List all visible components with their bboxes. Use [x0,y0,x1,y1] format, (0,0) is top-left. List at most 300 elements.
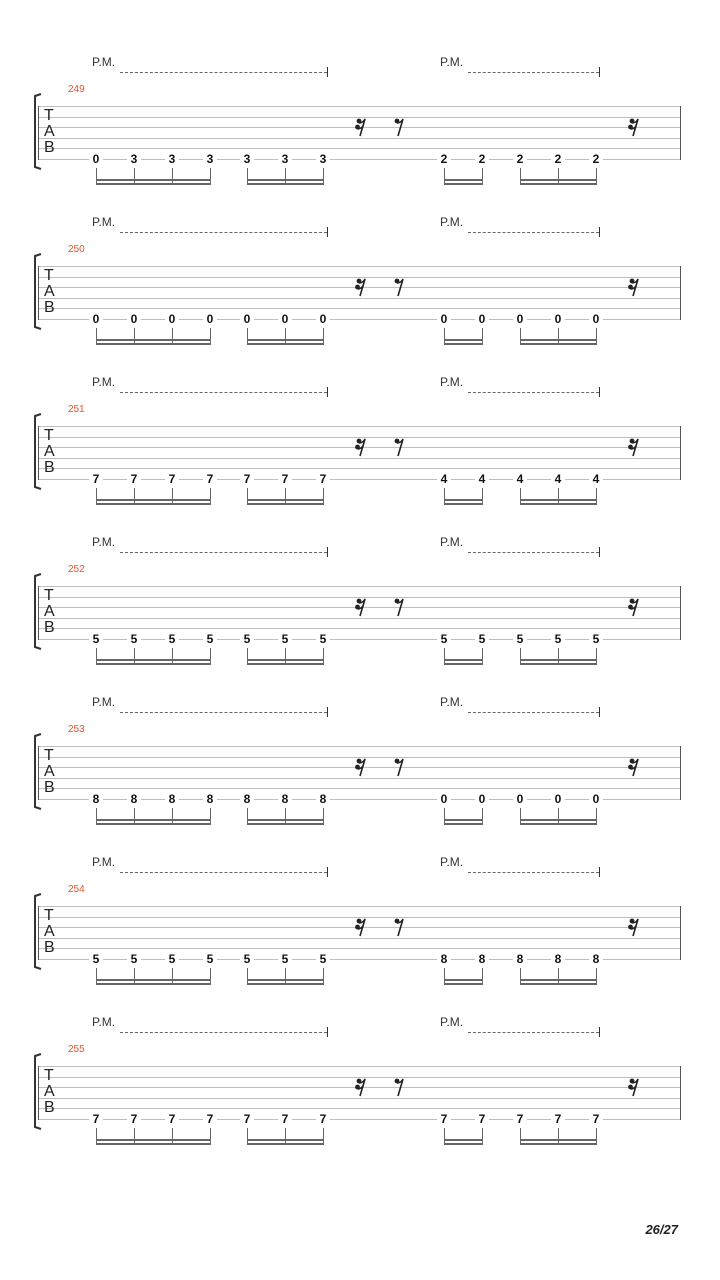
note-stem [444,488,445,504]
note-stem [323,328,324,344]
sixteenth-rest [355,116,369,138]
palm-mute-end [327,67,328,77]
palm-mute-end [599,547,600,557]
palm-mute-label: P.M. [440,1015,464,1029]
fret-number: 7 [589,1113,603,1125]
fret-number: 0 [316,313,330,325]
tab-letter: T [44,907,54,924]
beam [247,663,324,665]
fret-number: 8 [165,793,179,805]
barline-right [680,586,681,640]
beam [247,179,324,181]
fret-number: 5 [240,633,254,645]
palm-mute-line [468,232,599,233]
note-stem [96,1128,97,1144]
note-stem [247,328,248,344]
note-stem [134,968,135,984]
fret-number: 7 [165,473,179,485]
beam [520,499,597,501]
system-brace [32,733,42,810]
fret-number: 5 [513,633,527,645]
sixteenth-rest [628,916,642,938]
measure-number: 249 [68,84,85,95]
staff-line [38,468,681,469]
fret-number: 0 [127,313,141,325]
note-stem [210,328,211,344]
note-stem [134,648,135,664]
note-stem [520,328,521,344]
fret-number: 5 [165,953,179,965]
note-stem [520,488,521,504]
staff-line [38,1066,681,1067]
note-stem [596,648,597,664]
note-stem [482,1128,483,1144]
staff-line [38,948,681,949]
beam [520,663,597,665]
fret-number: 2 [437,153,451,165]
beam [520,339,597,341]
palm-mute-label: P.M. [92,55,116,69]
fret-number: 5 [551,633,565,645]
palm-mute-label: P.M. [92,215,116,229]
fret-number: 7 [165,1113,179,1125]
note-stem [134,488,135,504]
note-stem [520,808,521,824]
eighth-rest [393,596,407,618]
note-stem [558,488,559,504]
palm-mute-line [120,1032,327,1033]
beam [520,343,597,345]
beam [247,503,324,505]
beam [444,499,483,501]
staff-line [38,148,681,149]
fret-number: 7 [240,1113,254,1125]
fret-number: 0 [513,313,527,325]
fret-number: 5 [127,633,141,645]
staff-line [38,906,681,907]
note-stem [285,1128,286,1144]
fret-number: 5 [278,953,292,965]
sixteenth-rest [628,116,642,138]
note-stem [210,968,211,984]
fret-number: 4 [437,473,451,485]
fret-number: 5 [89,633,103,645]
beam [520,183,597,185]
system-brace [32,573,42,650]
sixteenth-rest [628,276,642,298]
fret-number: 0 [437,313,451,325]
fret-number: 5 [203,953,217,965]
sixteenth-rest [355,1076,369,1098]
fret-number: 0 [589,793,603,805]
beam [444,179,483,181]
beam [444,1143,483,1145]
palm-mute-label: P.M. [440,855,464,869]
sixteenth-rest [355,276,369,298]
beam [96,499,211,501]
beam [444,823,483,825]
tab-letter: B [44,619,55,636]
staff-line [38,308,681,309]
fret-number: 0 [551,793,565,805]
fret-number: 7 [316,1113,330,1125]
palm-mute-label: P.M. [92,375,116,389]
beam [520,819,597,821]
palm-mute-label: P.M. [92,695,116,709]
note-stem [96,968,97,984]
note-stem [558,968,559,984]
fret-number: 5 [589,633,603,645]
note-stem [172,328,173,344]
tab-letter: B [44,459,55,476]
beam [247,343,324,345]
tab-letter: T [44,587,54,604]
fret-number: 4 [513,473,527,485]
note-stem [210,648,211,664]
beam [247,819,324,821]
note-stem [596,1128,597,1144]
page-number: 26/27 [645,1222,678,1237]
system-brace [32,1053,42,1130]
palm-mute-line [468,712,599,713]
palm-mute-line [468,1032,599,1033]
fret-number: 0 [589,313,603,325]
palm-mute-label: P.M. [92,855,116,869]
beam [247,1143,324,1145]
note-stem [96,648,97,664]
fret-number: 7 [278,473,292,485]
note-stem [558,168,559,184]
note-stem [172,488,173,504]
note-stem [520,168,521,184]
palm-mute-end [599,867,600,877]
note-stem [558,328,559,344]
barline-right [680,426,681,480]
note-stem [134,168,135,184]
fret-number: 7 [240,473,254,485]
palm-mute-end [327,867,328,877]
fret-number: 8 [475,953,489,965]
beam [520,179,597,181]
fret-number: 3 [316,153,330,165]
sixteenth-rest [355,916,369,938]
sixteenth-rest [628,756,642,778]
beam [444,979,483,981]
note-stem [285,168,286,184]
palm-mute-end [599,67,600,77]
barline-right [680,906,681,960]
beam [96,503,211,505]
measure-number: 255 [68,1044,85,1055]
fret-number: 0 [475,313,489,325]
sixteenth-rest [355,756,369,778]
note-stem [323,648,324,664]
palm-mute-line [120,72,327,73]
beam [444,983,483,985]
beam [444,339,483,341]
note-stem [172,808,173,824]
tab-letter: T [44,427,54,444]
fret-number: 7 [513,1113,527,1125]
tab-letter: B [44,779,55,796]
tab-letter: B [44,139,55,156]
tab-letter: T [44,747,54,764]
note-stem [444,328,445,344]
note-stem [482,488,483,504]
note-stem [323,488,324,504]
fret-number: 7 [203,473,217,485]
fret-number: 8 [437,953,451,965]
tab-letter: B [44,1099,55,1116]
beam [520,823,597,825]
fret-number: 4 [551,473,565,485]
fret-number: 5 [316,953,330,965]
note-stem [444,968,445,984]
sixteenth-rest [355,436,369,458]
sixteenth-rest [355,596,369,618]
fret-number: 3 [240,153,254,165]
note-stem [172,648,173,664]
note-stem [558,1128,559,1144]
note-stem [285,488,286,504]
fret-number: 0 [203,313,217,325]
note-stem [96,168,97,184]
fret-number: 7 [551,1113,565,1125]
beam [444,659,483,661]
fret-number: 2 [475,153,489,165]
palm-mute-line [468,72,599,73]
fret-number: 8 [127,793,141,805]
note-stem [247,488,248,504]
sixteenth-rest [628,436,642,458]
beam [444,663,483,665]
beam [96,823,211,825]
note-stem [596,488,597,504]
note-stem [247,808,248,824]
fret-number: 7 [203,1113,217,1125]
note-stem [596,808,597,824]
tab-letter: B [44,299,55,316]
note-stem [520,648,521,664]
note-stem [444,168,445,184]
palm-mute-line [468,872,599,873]
beam [247,1139,324,1141]
palm-mute-label: P.M. [92,535,116,549]
note-stem [596,328,597,344]
fret-number: 4 [589,473,603,485]
fret-number: 3 [127,153,141,165]
beam [247,823,324,825]
palm-mute-end [327,547,328,557]
note-stem [444,1128,445,1144]
tab-letter: A [44,1083,55,1100]
fret-number: 7 [127,473,141,485]
eighth-rest [393,916,407,938]
beam [444,819,483,821]
tab-letter: T [44,1067,54,1084]
note-stem [210,1128,211,1144]
tab-letter: A [44,123,55,140]
system-brace [32,413,42,490]
palm-mute-label: P.M. [440,215,464,229]
fret-number: 7 [475,1113,489,1125]
staff-line [38,746,681,747]
fret-number: 5 [475,633,489,645]
tab-letter: A [44,283,55,300]
beam [444,183,483,185]
beam [247,183,324,185]
note-stem [482,328,483,344]
note-stem [96,328,97,344]
eighth-rest [393,756,407,778]
system-brace [32,253,42,330]
barline-right [680,106,681,160]
beam [96,183,211,185]
sixteenth-rest [628,1076,642,1098]
measure-number: 252 [68,564,85,575]
palm-mute-label: P.M. [440,55,464,69]
note-stem [210,168,211,184]
note-stem [520,968,521,984]
fret-number: 5 [240,953,254,965]
staff-line [38,106,681,107]
note-stem [247,168,248,184]
beam [96,339,211,341]
fret-number: 5 [127,953,141,965]
note-stem [482,648,483,664]
fret-number: 0 [89,313,103,325]
palm-mute-label: P.M. [92,1015,116,1029]
note-stem [520,1128,521,1144]
tab-letter: B [44,939,55,956]
note-stem [210,808,211,824]
eighth-rest [393,436,407,458]
palm-mute-end [327,1027,328,1037]
note-stem [285,968,286,984]
barline-right [680,1066,681,1120]
beam [96,819,211,821]
beam [247,983,324,985]
beam [96,979,211,981]
beam [247,339,324,341]
note-stem [596,168,597,184]
note-stem [96,488,97,504]
note-stem [323,1128,324,1144]
fret-number: 2 [513,153,527,165]
note-stem [134,328,135,344]
palm-mute-end [599,1027,600,1037]
note-stem [323,968,324,984]
note-stem [285,808,286,824]
palm-mute-line [120,872,327,873]
tab-letter: A [44,443,55,460]
fret-number: 8 [551,953,565,965]
note-stem [285,328,286,344]
beam [96,1139,211,1141]
note-stem [482,968,483,984]
note-stem [596,968,597,984]
fret-number: 2 [589,153,603,165]
measure-number: 250 [68,244,85,255]
fret-number: 5 [165,633,179,645]
note-stem [323,168,324,184]
fret-number: 3 [203,153,217,165]
fret-number: 0 [475,793,489,805]
palm-mute-end [599,227,600,237]
staff-line [38,266,681,267]
palm-mute-end [599,387,600,397]
fret-number: 7 [127,1113,141,1125]
staff-line [38,788,681,789]
note-stem [247,1128,248,1144]
tab-letter: A [44,923,55,940]
beam [96,1143,211,1145]
fret-number: 8 [89,793,103,805]
fret-number: 0 [89,153,103,165]
measure-number: 253 [68,724,85,735]
note-stem [482,808,483,824]
fret-number: 8 [203,793,217,805]
tab-letter: T [44,107,54,124]
beam [247,659,324,661]
beam [520,979,597,981]
fret-number: 0 [278,313,292,325]
beam [520,983,597,985]
beam [96,179,211,181]
fret-number: 7 [89,1113,103,1125]
note-stem [172,1128,173,1144]
tab-letter: A [44,763,55,780]
note-stem [558,808,559,824]
system-brace [32,93,42,170]
fret-number: 3 [165,153,179,165]
fret-number: 8 [240,793,254,805]
fret-number: 7 [89,473,103,485]
note-stem [247,648,248,664]
fret-number: 5 [203,633,217,645]
beam [247,499,324,501]
staff-line [38,426,681,427]
palm-mute-line [120,552,327,553]
palm-mute-end [599,707,600,717]
palm-mute-line [120,712,327,713]
note-stem [96,808,97,824]
eighth-rest [393,116,407,138]
palm-mute-label: P.M. [440,535,464,549]
fret-number: 7 [316,473,330,485]
tab-letter: T [44,267,54,284]
fret-number: 5 [89,953,103,965]
barline-right [680,746,681,800]
fret-number: 0 [437,793,451,805]
staff-line [38,1108,681,1109]
beam [444,503,483,505]
fret-number: 0 [165,313,179,325]
note-stem [558,648,559,664]
fret-number: 7 [437,1113,451,1125]
palm-mute-line [468,552,599,553]
palm-mute-end [327,707,328,717]
fret-number: 8 [316,793,330,805]
staff-line [38,586,681,587]
note-stem [444,648,445,664]
beam [520,659,597,661]
note-stem [172,168,173,184]
measure-number: 254 [68,884,85,895]
note-stem [134,808,135,824]
palm-mute-line [468,392,599,393]
fret-number: 5 [437,633,451,645]
